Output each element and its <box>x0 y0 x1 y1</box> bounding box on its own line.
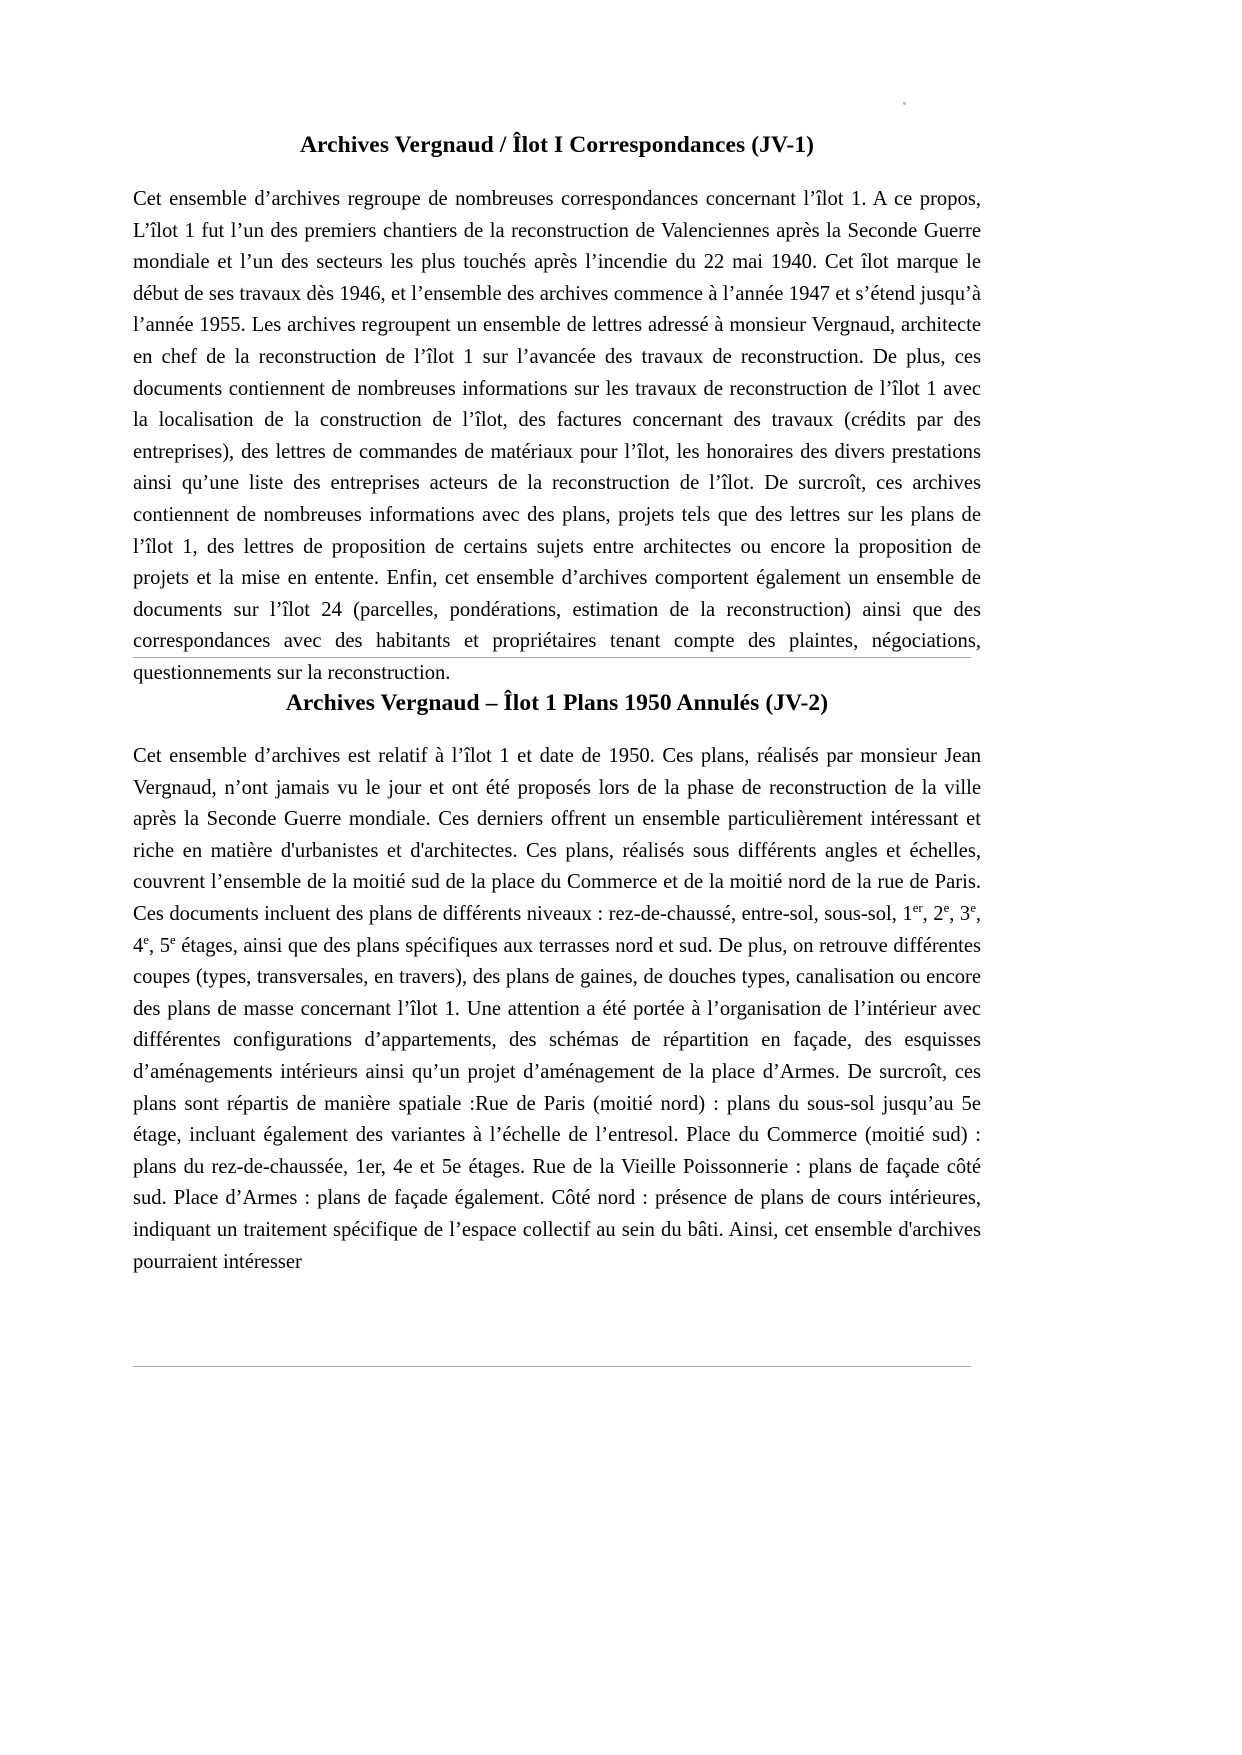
ordinal-suffix-3e: e <box>970 901 976 916</box>
section-2-body-part-5: , 5 <box>148 934 170 957</box>
section-2-body-paragraph <box>133 741 981 1278</box>
section-divider-2 <box>133 1366 971 1367</box>
section-1-paragraph-wrapper <box>133 184 981 690</box>
section-2-paragraph-wrapper <box>133 741 981 1278</box>
ordinal-suffix-1er: er <box>912 901 923 916</box>
section-1-heading-wrapper <box>133 131 981 159</box>
ordinal-suffix-5e: e <box>170 932 176 947</box>
ordinal-suffix-4e: e <box>143 932 149 947</box>
section-divider-1 <box>133 657 971 658</box>
section-2-heading: Archives Vergnaud – Îlot 1 Plans 1950 Annulés (JV-2) <box>285 690 829 716</box>
section-2-body-part-4: , 4 <box>133 902 982 957</box>
section-2-body-part-1: Cet ensemble d’archives est relatif à l’îlot 1 et date de 1950. Ces plans, réalisés par monsieur Jean Vergnaud, n’ont jamais vu le jour et ont été proposés lors de la phase de reconstruction de la ville après la Seconde Guerre mondiale. Ces derniers offrent un ensemble particulièrement intéressant et riche en matière d'urbanistes et d'architectes. Ces plans, réalisés sous différents angles et échelles, couvrent l’ensemble de la moitié sud de la place du Commerce et de la moitié nord de la rue de Paris. Ces documents incluent des plans de différents niveaux : rez-de-chaussé, entre-sol, sous-sol, 1 <box>133 745 981 925</box>
section-1-body-paragraph: Cet ensemble d’archives regroupe de nombreuses correspondances concernant l’îlot 1. A ce propos, L’îlot 1 fut l’un des premiers chantiers de la reconstruction de Valenciennes après la Seconde Guerre mondiale et l’un des secteurs les plus touchés après l’incendie du 22 mai 1940. Cet îlot marque le début de ses travaux dès 1946, et l’ensemble des archives commence à l’année 1947 et s’étend jusqu’à l’année 1955. Les archives regroupent un ensemble de lettres adressé à monsieur Vergnaud, architecte en chef de la reconstruction de l’îlot 1 sur l’avancée des travaux de reconstruction. De plus, ces documents contiennent de nombreuses informations sur les travaux de reconstruction de l’îlot 1 avec la localisation de la construction de l’îlot, des factures concernant des travaux (crédits par des entreprises), des lettres de commandes de matériaux pour l’îlot, les honoraires des divers prestations ainsi qu’une liste des entreprises acteurs de la reconstruction de l’îlot. De surcroît, ces archives contiennent de nombreuses informations avec des plans, projets tels que des lettres sur les plans de l’îlot 1, des lettres de proposition de certains sujets entre architectes ou encore la proposition de projets et la mise en entente. Enfin, cet ensemble d’archives comportent également un ensemble de documents sur l’îlot 24 (parcelles, pondérations, estimation de la reconstruction) ainsi que des correspondances avec des habitants et propriétaires tenant compte des plaintes, négociations, questionnements sur la reconstruction. <box>133 188 981 684</box>
ordinal-suffix-2e: e <box>943 901 950 916</box>
page-speck-artifact <box>903 102 906 105</box>
section-2-body-part-6: étages, ainsi que des plans spécifiques aux terrasses nord et sud. De plus, on retrouve différentes coupes (types, transversales, en travers), des plans de gaines, de douches types, canalisation ou encore des plans de masse concernant l’îlot 1. Une attention a été portée à l’organisation de l’intérieur avec différentes configurations d’appartements, des schémas de répartition en façade, des esquisses d’aménagements intérieurs ainsi qu’un projet d’aménagement de la place d’Armes. De surcroît, ces plans sont répartis de manière spatiale :Rue de Paris (moitié nord) : plans du sous-sol jusqu’au 5e étage, incluant également des variantes à l’échelle de l’entresol. Place du Commerce (moitié sud) : plans du rez-de-chaussée, 1er, 4e et 5e étages. Rue de la Vieille Poissonnerie : plans de façade côté sud. Place d’Armes : plans de façade également. Côté nord : présence de plans de cours intérieures, indiquant un traitement spécifique de l’espace collectif au sein du bâti. Ainsi, cet ensemble d'archives pourraient intéresser <box>133 934 982 1273</box>
section-2-heading-wrapper <box>133 689 981 717</box>
section-1-heading: Archives Vergnaud / Îlot I Correspondances (JV-1) <box>299 132 815 158</box>
section-2-body-part-2: , 2 <box>922 902 944 925</box>
section-2-body-part-3: , 3 <box>949 902 971 925</box>
